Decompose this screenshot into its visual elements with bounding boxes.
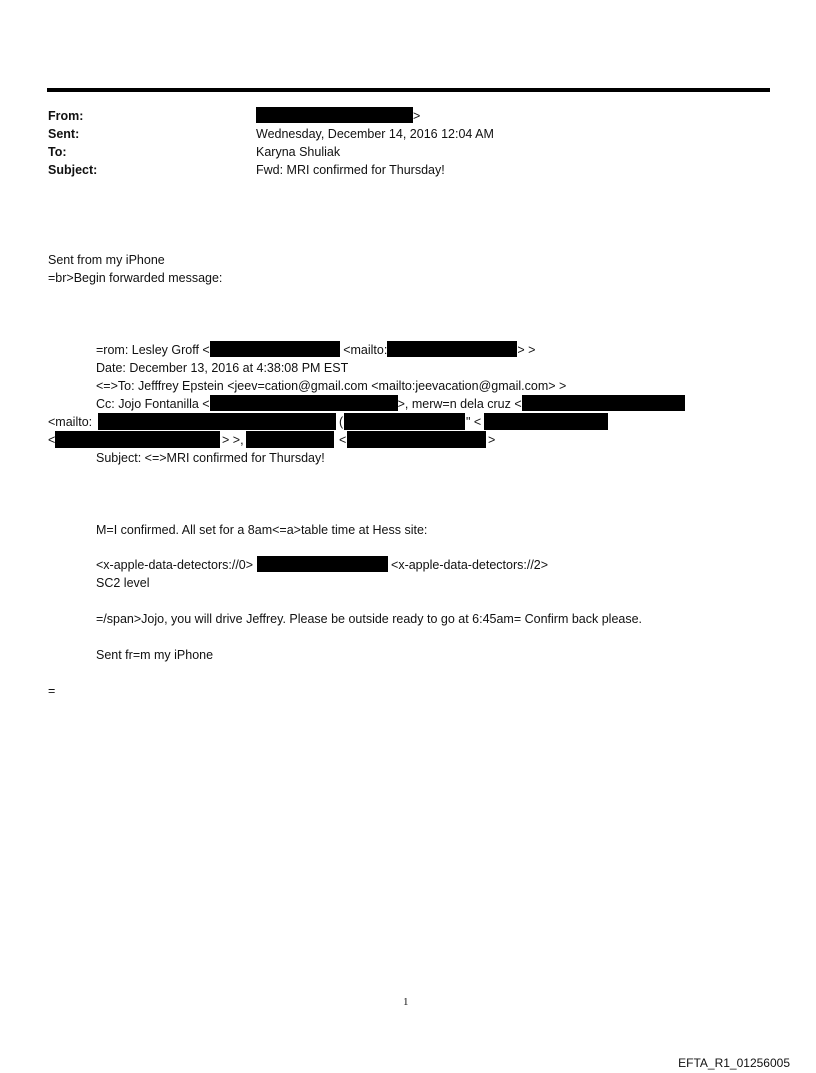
msg-confirmed-line: M=I confirmed. All set for a 8am<=a>table time at Hess site:: [96, 523, 428, 537]
fwd-cc-paren: (: [339, 415, 344, 429]
from-label: From:: [48, 109, 84, 123]
fwd-cc-line: Cc: Jojo Fontanilla < >, merw=n dela cruz <: [96, 395, 685, 413]
page-number: 1: [403, 996, 409, 1008]
redaction: [210, 395, 398, 411]
redaction: [256, 107, 413, 123]
msg-detector-line: <x-apple-data-detectors://0> <x-apple-data-detectors://2>: [96, 558, 549, 572]
sent-label: Sent:: [48, 127, 80, 141]
redaction: [210, 341, 340, 357]
redaction: [55, 431, 220, 448]
begin-forwarded-line: =br>Begin forwarded message:: [48, 271, 223, 285]
fwd-cc-quote: " <: [466, 415, 482, 429]
redaction: [484, 413, 608, 430]
subject-value: Fwd: MRI confirmed for Thursday!: [256, 163, 445, 177]
redaction: [344, 413, 465, 430]
sent-from-line: Sent from my iPhone: [48, 253, 165, 267]
redaction: [387, 341, 517, 357]
msg-sent-from-line: Sent fr=m my iPhone: [96, 648, 214, 662]
to-value: Karyna Shuliak: [256, 145, 341, 159]
fwd-subject-line: Subject: <=>MRI confirmed for Thursday!: [96, 451, 325, 465]
sent-value: Wednesday, December 14, 2016 12:04 AM: [256, 127, 494, 141]
redaction: [98, 413, 336, 430]
msg-level-line: SC2 level: [96, 576, 150, 590]
subject-label: Subject:: [48, 163, 98, 177]
fwd-cc-line-3-gt: >: [488, 433, 496, 447]
fwd-cc-line-3-lt2: <: [339, 433, 347, 447]
document-id: EFTA_R1_01256005: [678, 1056, 790, 1070]
header-rule: [47, 88, 770, 92]
fwd-cc-line-3-mid: > >,: [222, 433, 244, 447]
fwd-date-line: Date: December 13, 2016 at 4:38:08 PM EST: [96, 361, 349, 375]
fwd-to-line: <=>To: Jefffrey Epstein <jeev=cation@gmail.com <mailto:jeevacation@gmail.com> >: [96, 379, 567, 393]
redaction: [522, 395, 685, 411]
from-value: >: [256, 107, 420, 125]
redaction: [347, 431, 486, 448]
msg-jojo-line: =/span>Jojo, you will drive Jeffrey. Please be outside ready to go at 6:45am= Confirm back please.: [96, 612, 643, 626]
fwd-cc-line-3-lt: <: [48, 433, 56, 447]
to-label: To:: [48, 145, 67, 159]
fwd-cc-line-2: <mailto:: [48, 415, 93, 429]
fwd-from-line: =rom: Lesley Groff < <mailto: > >: [96, 343, 536, 357]
redaction: [246, 431, 334, 448]
trailing-equals: =: [48, 684, 56, 698]
redaction: [257, 556, 388, 572]
